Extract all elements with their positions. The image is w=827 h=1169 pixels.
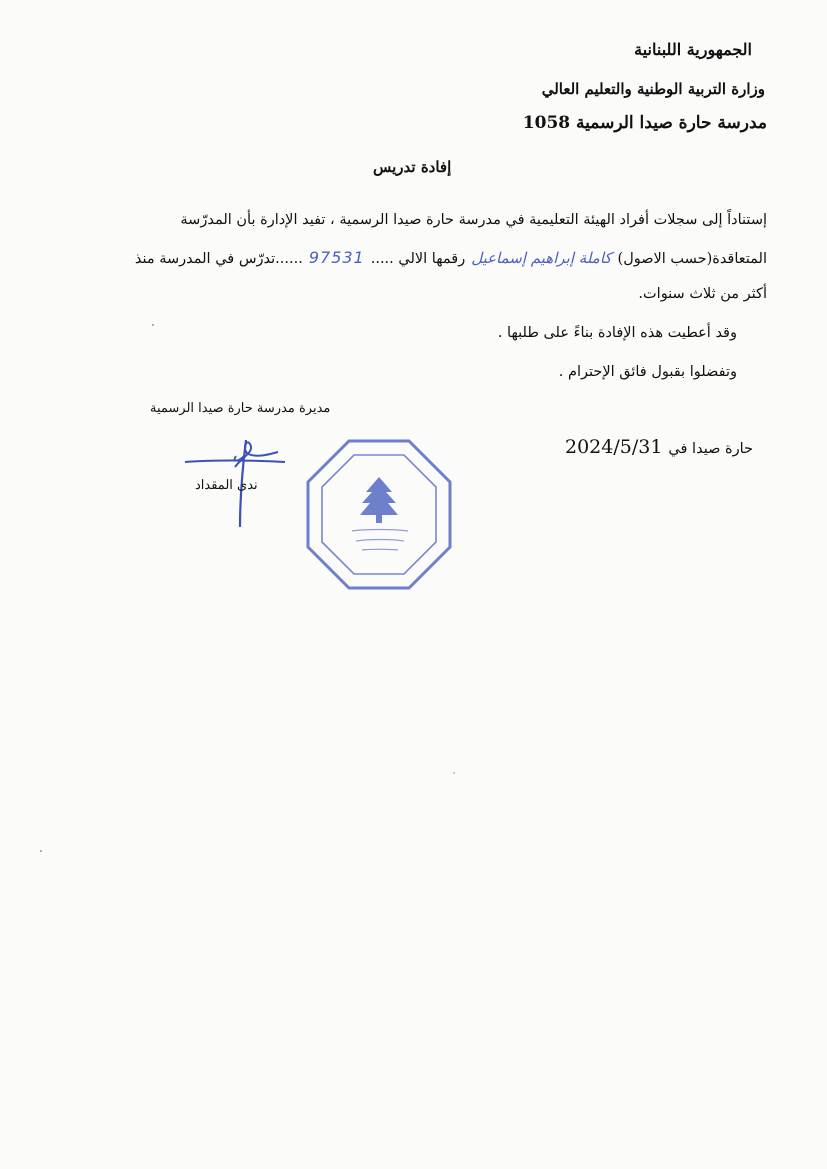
header-ministry: وزارة التربية الوطنية والتعليم العالي — [541, 80, 765, 98]
date-prefix: حارة صيدا في — [668, 441, 753, 457]
scan-speck — [453, 772, 455, 774]
signature-role: مديرة مدرسة حارة صيدا الرسمية — [150, 401, 331, 416]
document-title: إفادة تدريس — [373, 158, 452, 176]
header-school: مدرسة حارة صيدا الرسمية 1058 — [522, 113, 767, 133]
body-line-2 — [135, 248, 767, 267]
date-line — [565, 436, 753, 458]
body-para-3: وتفضلوا بقبول فائق الإحترام . — [558, 364, 737, 380]
body-line-2-part-3: ......تدرّس في المدرسة منذ — [134, 251, 303, 267]
official-stamp — [304, 437, 454, 592]
date-value: 2024/5/31 — [565, 436, 663, 458]
header-republic: الجمهورية اللبنانية — [634, 40, 752, 59]
scan-speck — [40, 850, 42, 852]
body-line-1: إستناداً إلى سجلات أفراد الهيئة التعليمية في مدرسة حارة صيدا الرسمية ، تفيد الإدارة بأن المدرّسة — [180, 212, 767, 228]
body-line-2-part-2: رقمها الالي ..... — [370, 251, 466, 267]
body-para-2: وقد أعطيت هذه الإفادة بناءً على طلبها . — [497, 325, 737, 341]
signatory-name: ندى المقداد — [195, 478, 258, 493]
stamp-seal-icon — [304, 437, 454, 592]
body-line-2-part-1: المتعاقدة(حسب الاصول) — [617, 251, 767, 267]
handwritten-number: 97531 — [308, 248, 365, 267]
scan-speck — [152, 324, 154, 326]
handwritten-name: كاملة إبراهيم إسماعيل — [471, 249, 612, 267]
body-line-3: أكثر من ثلاث سنوات. — [638, 286, 767, 302]
